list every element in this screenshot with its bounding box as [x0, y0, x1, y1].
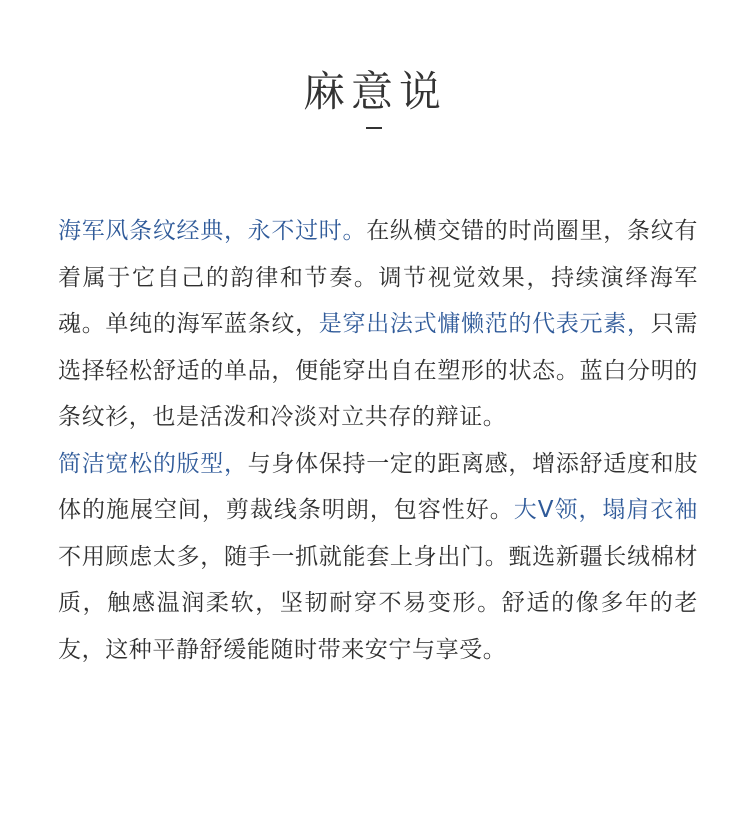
article-body: [58, 208, 698, 673]
body-text: 不用顾虑太多，随手一抓就能套上身出门。甄选新疆长绒棉材质，触感温润柔软，坚韧耐穿不易变形。舒适的像多年的老友，这种平静舒缓能随时带来安宁与享受。: [58, 543, 698, 663]
page-title: 麻意说: [302, 67, 447, 116]
title-divider: [366, 127, 382, 129]
highlight-text: 是穿出法式慵懒范的代表元素，: [318, 311, 651, 337]
body-text: 在纵横交错的时尚圈里，条纹有着属于它自己的韵律和节奏。调节视觉效果，持续演绎海军魂。单纯的海军蓝条纹，: [58, 218, 698, 337]
highlight-text: 海军风条纹经典，永不过时。: [58, 218, 367, 244]
highlight-text: 大V领，塌肩衣袖: [513, 497, 698, 523]
paragraph-1: [58, 208, 698, 441]
body-text: 与身体保持一定的距离感，增添舒适度和肢体的施展空间，剪裁线条明朗，包容性好。: [58, 450, 698, 523]
body-text: 只需选择轻松舒适的单品，便能穿出自在塑形的状态。蓝白分明的条纹衫，也是活泼和冷淡对立共存的辩证。: [58, 311, 698, 430]
paragraph-2: [58, 441, 698, 674]
highlight-text: 简洁宽松的版型，: [58, 450, 248, 477]
